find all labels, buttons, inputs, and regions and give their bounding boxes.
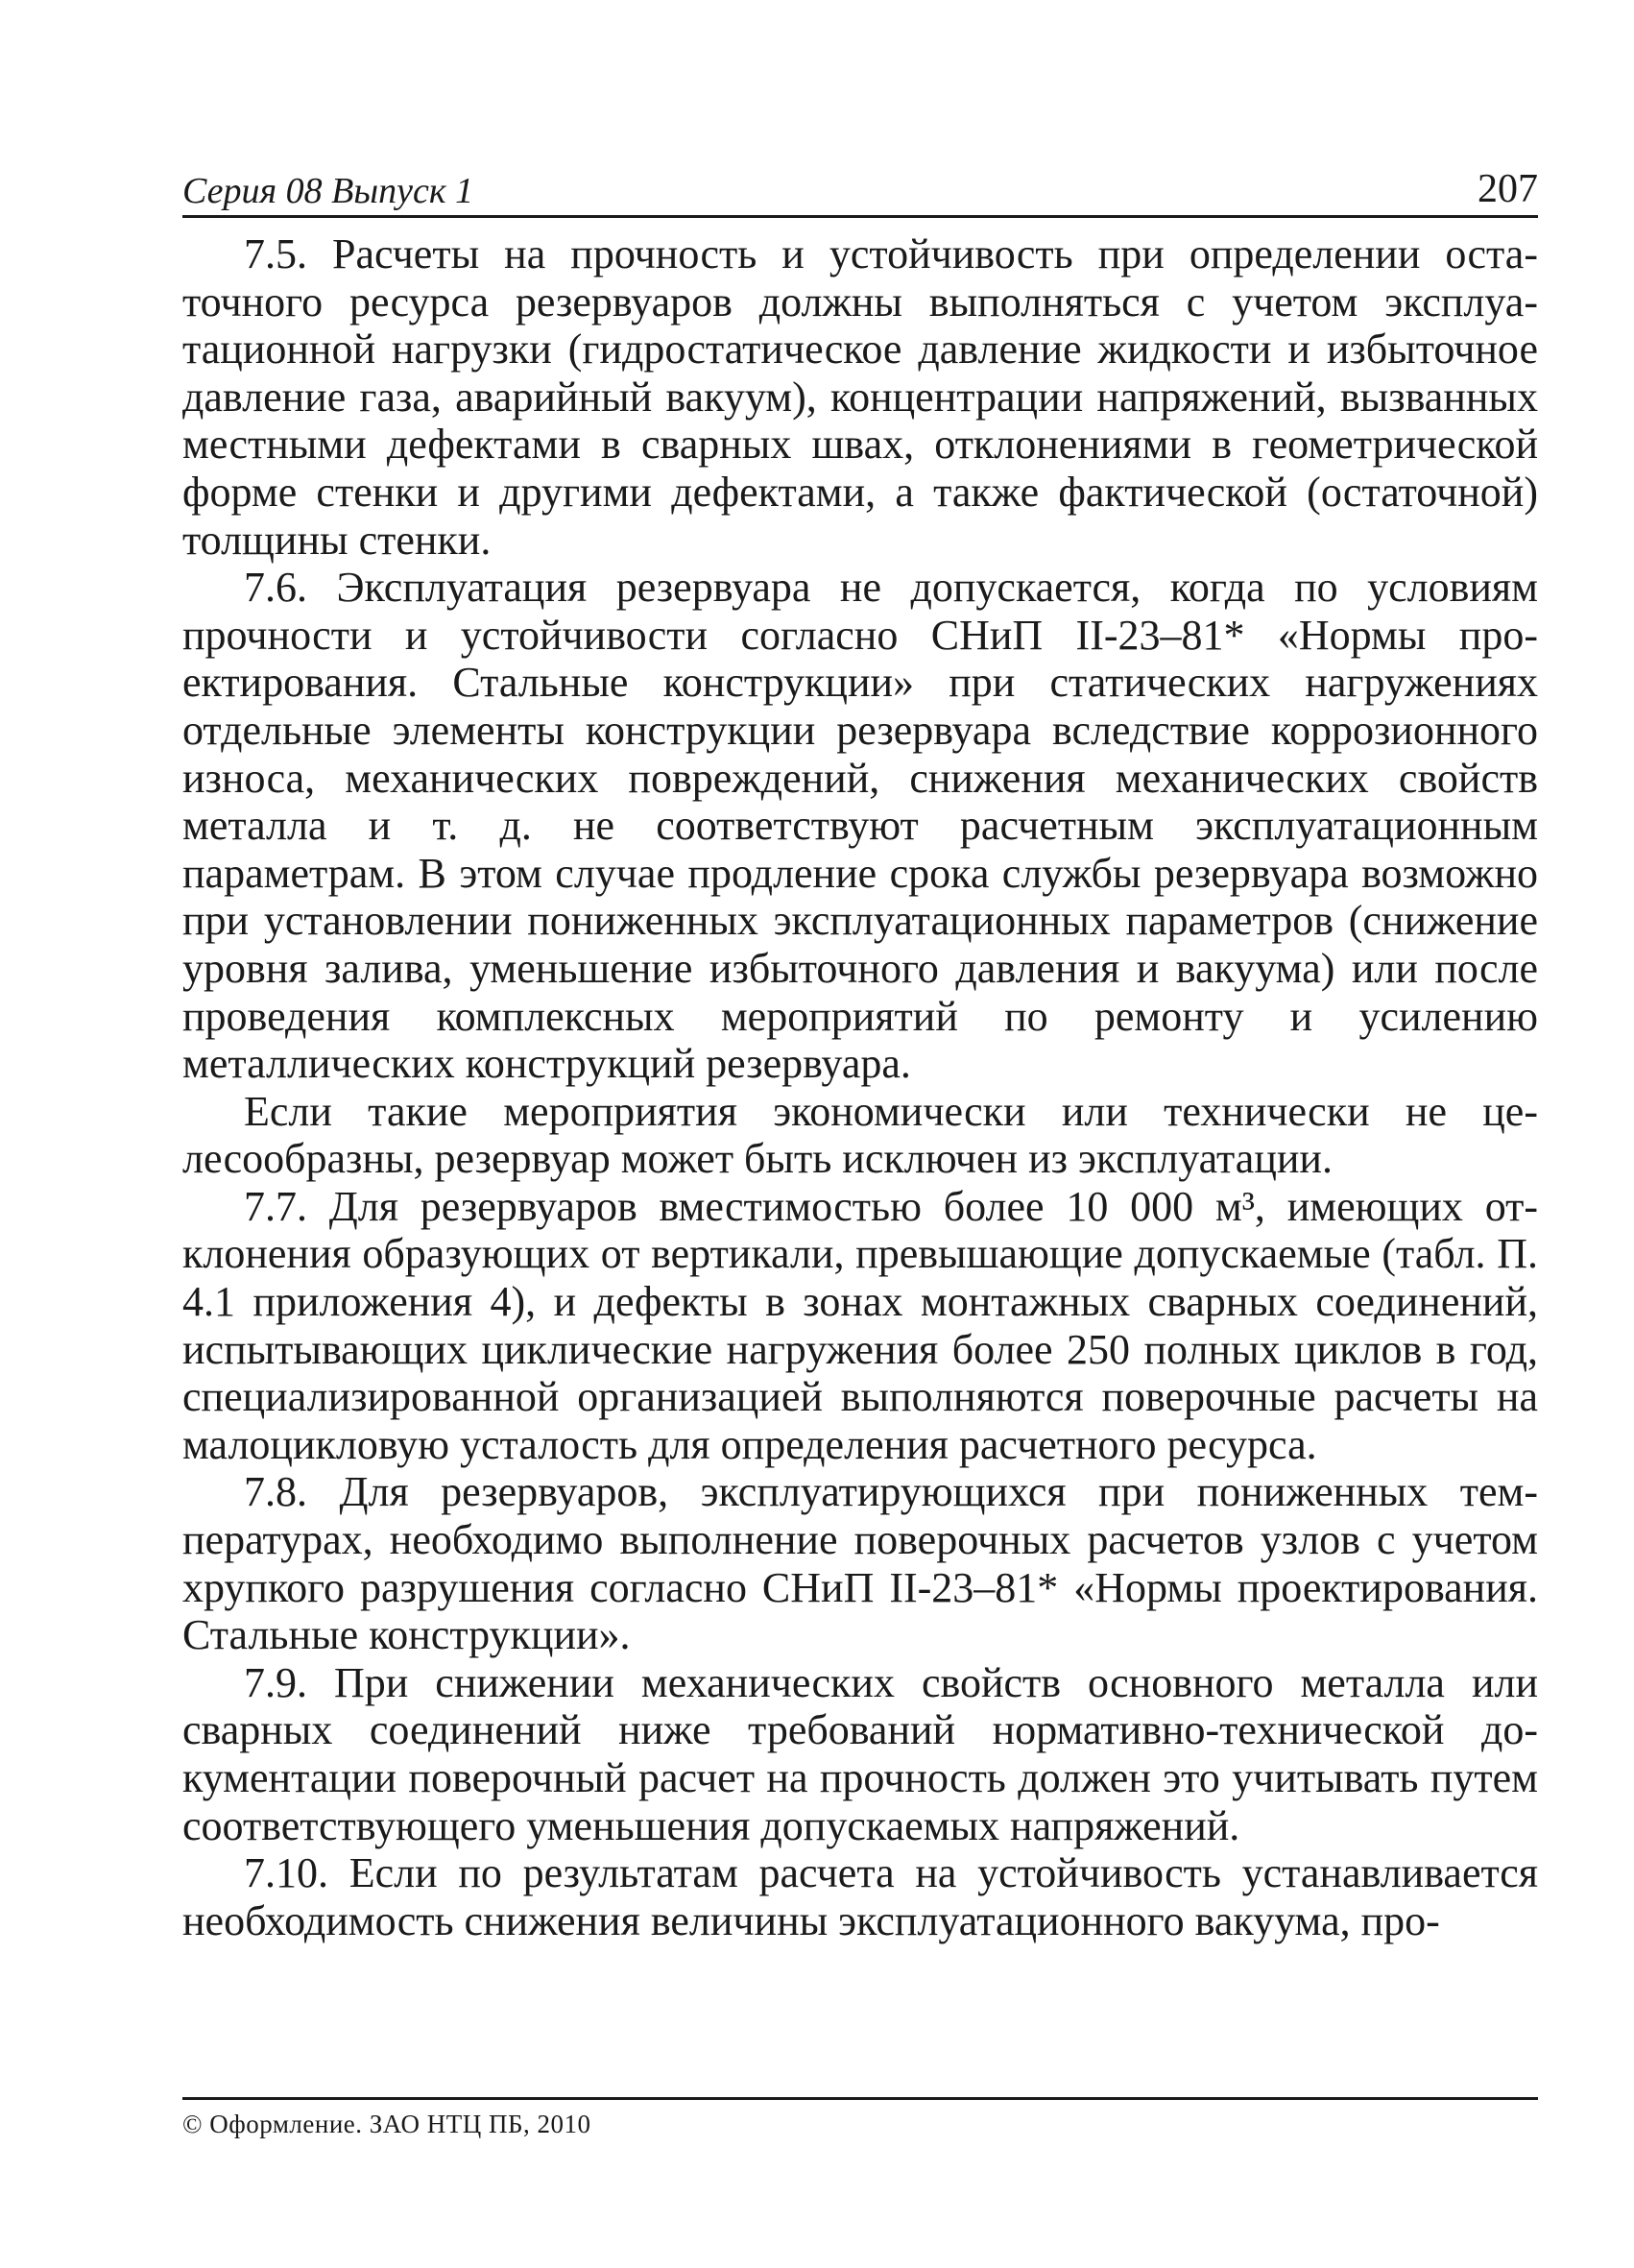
series-title: Серия 08 Выпуск 1 (182, 171, 474, 211)
paragraph-7-7: 7.7. Для резервуаров вместимостью более 10 000 м³, имеющих отклонения образующих от вертикали, превышающие допускаемые (табл. П. 4.1 приложения 4), и дефекты в зонах монтажных сварных соединений, испытывающих циклические нагружения более 250 полных циклов в год, специализированной организацией выполняются поверочные расчеты на малоцикловую усталость для определения расчетного ресурса. (182, 1182, 1538, 1468)
paragraph-7-6-continued: Если такие мероприятия экономически или технически не целесообразны, резервуар может быть исключен из эксплуатации. (182, 1087, 1538, 1183)
page-body (182, 230, 1538, 1944)
running-header (182, 154, 1538, 218)
paragraph-7-6: 7.6. Эксплуатация резервуара не допускается, когда по условиям прочности и устойчивости согласно СНиП II-23–81* «Нормы проектирования. Стальные конструкции» при статических нагружениях отдельные элементы конструкции резервуара вследствие коррозионного износа, механических повреждений, снижения механических свойств металла и т. д. не соответствуют расчетным эксплуатационным параметрам. В этом случае продление срока службы резервуара возможно при установлении пониженных эксплуатационных параметров (снижение уровня залива, уменьшение избыточного давления и вакуума) или после проведения комплексных мероприятий по ремонту и усилению металлических конструкций резервуара. (182, 564, 1538, 1088)
copyright-notice: © Оформление. ЗАО НТЦ ПБ, 2010 (182, 2110, 591, 2138)
paragraph-7-5: 7.5. Расчеты на прочность и устойчивость при определении остаточного ресурса резервуаров должны выполняться с учетом эксплуатационной нагрузки (гидростатическое давление жидкости и избыточное давление газа, аварийный вакуум), концентрации напряжений, вызванных местными дефектами в сварных швах, отклонениями в геометрической форме стенки и другими дефектами, а также фактической (остаточной) толщины стенки. (182, 230, 1538, 564)
paragraph-7-9: 7.9. При снижении механических свойств основного металла или сварных соединений ниже требований нормативно-технической документации поверочный расчет на прочность должен это учитывать путем соответствующего уменьшения допускаемых напряжений. (182, 1658, 1538, 1849)
page-number: 207 (1478, 167, 1538, 211)
paragraph-7-10: 7.10. Если по результатам расчета на устойчивость устанавливается необходимость снижения величины эксплуатационного вакуума, про- (182, 1849, 1538, 1944)
paragraph-7-8: 7.8. Для резервуаров, эксплуатирующихся при пониженных температурах, необходимо выполнение поверочных расчетов узлов с учетом хрупкого разрушения согласно СНиП II-23–81* «Нормы проектирования. Стальные конструкции». (182, 1468, 1538, 1659)
page-footer (182, 2097, 1538, 2137)
